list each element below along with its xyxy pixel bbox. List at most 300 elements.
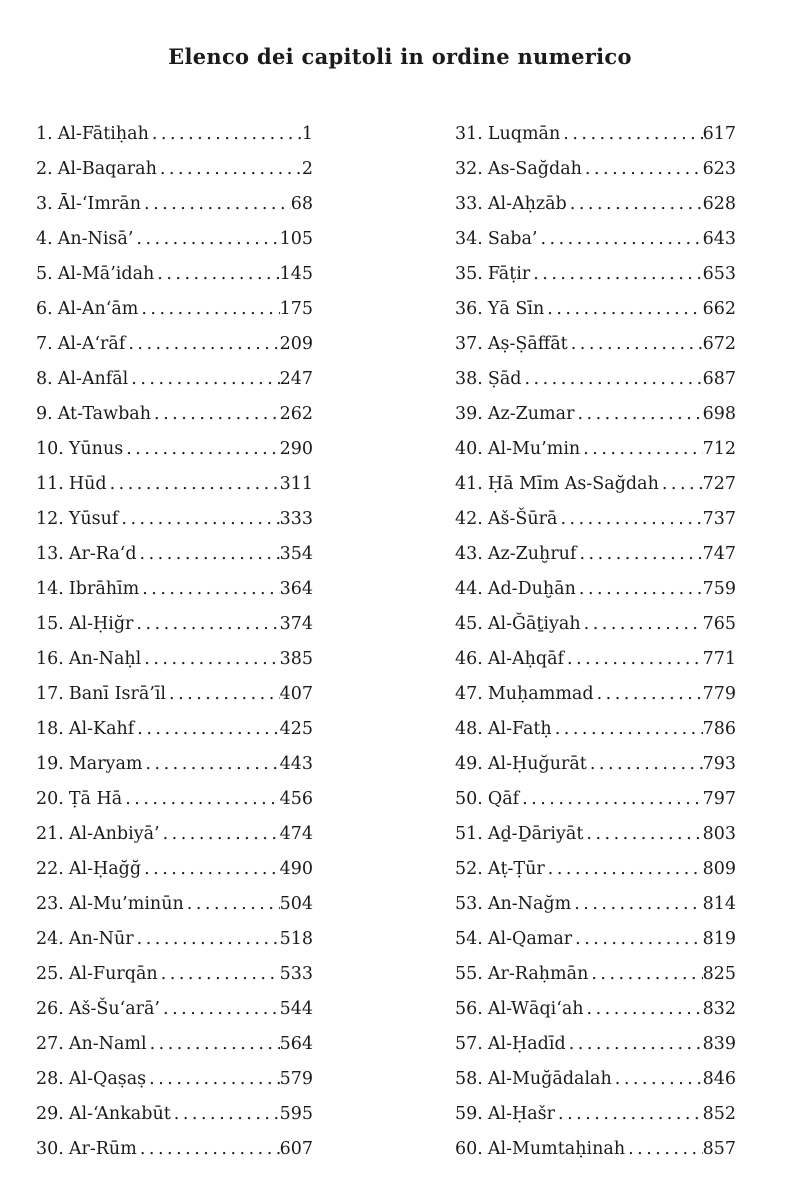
toc-entry xyxy=(455,789,736,824)
toc-entry xyxy=(455,334,736,369)
dot-leader xyxy=(140,544,280,564)
entry-page: 262 xyxy=(279,404,313,424)
toc-entry xyxy=(36,264,313,299)
entry-number: 53. xyxy=(455,894,483,914)
entry-page: 385 xyxy=(279,649,313,669)
entry-name: Al-Ḥiğr xyxy=(68,614,134,634)
entry-number: 35. xyxy=(455,264,483,284)
dot-leader xyxy=(140,1139,280,1159)
toc-entry xyxy=(36,124,313,159)
entry-number: 58. xyxy=(455,1069,483,1089)
dot-leader xyxy=(163,999,280,1019)
entry-number: 1. xyxy=(36,124,53,144)
entry-number: 51. xyxy=(455,824,483,844)
entry-number: 5. xyxy=(36,264,53,284)
entry-number: 54. xyxy=(455,929,483,949)
dot-leader xyxy=(567,649,703,669)
dot-leader xyxy=(585,159,703,179)
dot-leader xyxy=(126,439,279,459)
entry-name: Al-‘Ankabūt xyxy=(68,1104,171,1124)
toc-entry xyxy=(455,754,736,789)
entry-page: 727 xyxy=(702,474,736,494)
entry-name: Al-Qamar xyxy=(487,929,573,949)
toc-entry xyxy=(36,894,313,929)
dot-leader xyxy=(137,719,279,739)
entry-page: 747 xyxy=(702,544,736,564)
dot-leader xyxy=(169,684,280,704)
toc-entry xyxy=(455,264,736,299)
entry-number: 52. xyxy=(455,859,483,879)
dot-leader xyxy=(141,299,279,319)
entry-number: 15. xyxy=(36,614,64,634)
entry-number: 7. xyxy=(36,334,53,354)
toc-entry xyxy=(36,229,313,264)
entry-page: 607 xyxy=(279,1139,313,1159)
dot-leader xyxy=(160,159,302,179)
entry-number: 13. xyxy=(36,544,64,564)
entry-number: 38. xyxy=(455,369,483,389)
entry-number: 20. xyxy=(36,789,64,809)
toc-entry xyxy=(455,404,736,439)
entry-name: Al-Furqān xyxy=(68,964,158,984)
entry-page: 564 xyxy=(279,1034,313,1054)
dot-leader xyxy=(591,964,702,984)
entry-name: Aš-Šu‘arā’ xyxy=(68,999,160,1019)
toc-entry xyxy=(36,544,313,579)
entry-name: Aṣ-Ṣāffāt xyxy=(487,334,568,354)
dot-leader xyxy=(575,929,702,949)
entry-page: 1 xyxy=(301,124,313,144)
entry-page: 803 xyxy=(702,824,736,844)
entry-page: 533 xyxy=(279,964,313,984)
entry-name: An-Nisā’ xyxy=(57,229,134,249)
toc-entry xyxy=(36,404,313,439)
toc-column-left xyxy=(36,124,313,1174)
entry-page: 698 xyxy=(702,404,736,424)
toc-entry xyxy=(36,159,313,194)
toc-entry xyxy=(36,579,313,614)
entry-name: Al-Qaṣaṣ xyxy=(68,1069,147,1089)
entry-name: Al-Fatḥ xyxy=(487,719,552,739)
entry-number: 47. xyxy=(455,684,483,704)
entry-page: 68 xyxy=(290,194,313,214)
entry-page: 662 xyxy=(702,299,736,319)
entry-page: 779 xyxy=(702,684,736,704)
entry-number: 10. xyxy=(36,439,64,459)
entry-name: Yā Sīn xyxy=(487,299,545,319)
entry-page: 852 xyxy=(702,1104,736,1124)
dot-leader xyxy=(555,719,703,739)
toc-entry xyxy=(455,124,736,159)
dot-leader xyxy=(125,789,279,809)
toc-entry xyxy=(36,824,313,859)
toc-entry xyxy=(36,1034,313,1069)
entry-number: 8. xyxy=(36,369,53,389)
toc-entry xyxy=(36,474,313,509)
dot-leader xyxy=(570,194,703,214)
entry-number: 24. xyxy=(36,929,64,949)
entry-page: 407 xyxy=(279,684,313,704)
entry-page: 643 xyxy=(702,229,736,249)
entry-name: Aṭ-Ṭūr xyxy=(487,859,545,879)
dot-leader xyxy=(574,894,702,914)
toc-entry xyxy=(36,1069,313,1104)
entry-number: 19. xyxy=(36,754,64,774)
dot-leader xyxy=(154,404,280,424)
entry-number: 40. xyxy=(455,439,483,459)
entry-page: 504 xyxy=(279,894,313,914)
toc-entry xyxy=(36,1104,313,1139)
toc-entry xyxy=(455,859,736,894)
entry-name: Saba’ xyxy=(487,229,538,249)
entry-page: 2 xyxy=(301,159,313,179)
entry-number: 11. xyxy=(36,474,64,494)
toc-entry xyxy=(36,999,313,1034)
entry-page: 809 xyxy=(702,859,736,879)
entry-page: 814 xyxy=(702,894,736,914)
entry-number: 30. xyxy=(36,1139,64,1159)
entry-name: Luqmān xyxy=(487,124,561,144)
dot-leader xyxy=(533,264,702,284)
dot-leader xyxy=(128,334,279,354)
entry-name: Hūd xyxy=(68,474,107,494)
entry-name: Al-Ḥadīd xyxy=(487,1034,566,1054)
entry-number: 18. xyxy=(36,719,64,739)
entry-name: Al-Mumtaḥinah xyxy=(487,1139,626,1159)
entry-page: 456 xyxy=(279,789,313,809)
dot-leader xyxy=(121,509,279,529)
dot-leader xyxy=(615,1069,703,1089)
entry-number: 48. xyxy=(455,719,483,739)
entry-page: 771 xyxy=(702,649,736,669)
entry-number: 31. xyxy=(455,124,483,144)
entry-number: 43. xyxy=(455,544,483,564)
entry-name: Al-Ḥuğurāt xyxy=(487,754,587,774)
dot-leader xyxy=(145,754,279,774)
entry-page: 333 xyxy=(279,509,313,529)
entry-page: 209 xyxy=(279,334,313,354)
toc-entry xyxy=(455,964,736,999)
entry-page: 712 xyxy=(702,439,736,459)
toc-entry xyxy=(36,299,313,334)
entry-page: 544 xyxy=(279,999,313,1019)
dot-leader xyxy=(524,369,702,389)
entry-name: Az-Zuḫruf xyxy=(487,544,577,564)
entry-number: 22. xyxy=(36,859,64,879)
entry-page: 819 xyxy=(702,929,736,949)
entry-number: 12. xyxy=(36,509,64,529)
entry-page: 846 xyxy=(702,1069,736,1089)
entry-number: 57. xyxy=(455,1034,483,1054)
entry-name: Aḏ-Ḏāriyāt xyxy=(487,824,584,844)
entry-number: 44. xyxy=(455,579,483,599)
entry-name: An-Nağm xyxy=(487,894,572,914)
toc-entry xyxy=(455,299,736,334)
dot-leader xyxy=(563,124,702,144)
dot-leader xyxy=(161,964,280,984)
toc-entry xyxy=(455,229,736,264)
entry-number: 3. xyxy=(36,194,53,214)
entry-page: 490 xyxy=(279,859,313,879)
entry-name: Az-Zumar xyxy=(487,404,575,424)
entry-number: 32. xyxy=(455,159,483,179)
entry-name: Al-Kahf xyxy=(68,719,135,739)
entry-name: Yūsuf xyxy=(68,509,119,529)
entry-name: Al-Anfāl xyxy=(57,369,129,389)
entry-page: 786 xyxy=(702,719,736,739)
entry-page: 105 xyxy=(279,229,313,249)
entry-number: 25. xyxy=(36,964,64,984)
dot-leader xyxy=(144,859,280,879)
entry-page: 825 xyxy=(702,964,736,984)
toc-entry xyxy=(36,859,313,894)
dot-leader xyxy=(540,229,702,249)
entry-page: 474 xyxy=(279,824,313,844)
entry-name: Āl-‘Imrān xyxy=(57,194,141,214)
toc-entry xyxy=(36,369,313,404)
entry-page: 579 xyxy=(279,1069,313,1089)
entry-page: 832 xyxy=(702,999,736,1019)
entry-page: 759 xyxy=(702,579,736,599)
dot-leader xyxy=(547,299,702,319)
toc-entry xyxy=(455,194,736,229)
toc-entry xyxy=(455,509,736,544)
entry-page: 518 xyxy=(279,929,313,949)
dot-leader xyxy=(569,1034,703,1054)
toc-entry xyxy=(455,1034,736,1069)
entry-page: 354 xyxy=(279,544,313,564)
entry-name: Ḥā Mīm As-Sağdah xyxy=(487,474,659,494)
dot-leader xyxy=(586,824,702,844)
dot-leader xyxy=(579,579,703,599)
toc-entry xyxy=(455,369,736,404)
toc-entry xyxy=(36,334,313,369)
toc-entry xyxy=(455,579,736,614)
entry-page: 311 xyxy=(279,474,313,494)
entry-page: 364 xyxy=(279,579,313,599)
entry-number: 50. xyxy=(455,789,483,809)
entry-page: 793 xyxy=(702,754,736,774)
toc-entry xyxy=(455,1139,736,1174)
toc-entry xyxy=(36,964,313,999)
toc-entry xyxy=(455,159,736,194)
dot-leader xyxy=(137,929,280,949)
toc-entry xyxy=(455,824,736,859)
dot-leader xyxy=(110,474,280,494)
toc-entry xyxy=(36,1139,313,1174)
entry-page: 797 xyxy=(702,789,736,809)
entry-name: As-Sağdah xyxy=(487,159,582,179)
dot-leader xyxy=(144,649,279,669)
entry-name: Fāṭir xyxy=(487,264,531,284)
entry-number: 34. xyxy=(455,229,483,249)
entry-name: Al-Aḥzāb xyxy=(487,194,567,214)
toc-entry xyxy=(455,999,736,1034)
entry-name: Al-Ḥağğ xyxy=(68,859,142,879)
entry-name: Ad-Duḫān xyxy=(487,579,576,599)
entry-name: Al-Ğāṯiyah xyxy=(487,614,581,634)
dot-leader xyxy=(163,824,280,844)
toc-entry xyxy=(455,649,736,684)
entry-number: 49. xyxy=(455,754,483,774)
entry-name: Ṣād xyxy=(487,369,522,389)
entry-number: 28. xyxy=(36,1069,64,1089)
dot-leader xyxy=(131,369,279,389)
dot-leader xyxy=(628,1139,703,1159)
entry-number: 60. xyxy=(455,1139,483,1159)
page-title: Elenco dei capitoli in ordine numerico xyxy=(168,44,632,69)
entry-name: Al-Aḥqāf xyxy=(487,649,565,669)
entry-number: 45. xyxy=(455,614,483,634)
entry-page: 175 xyxy=(279,299,313,319)
toc-entry xyxy=(36,789,313,824)
entry-number: 29. xyxy=(36,1104,64,1124)
entry-name: Al-Baqarah xyxy=(57,159,157,179)
dot-leader xyxy=(577,404,702,424)
toc-entry xyxy=(36,509,313,544)
entry-page: 672 xyxy=(702,334,736,354)
dot-leader xyxy=(522,789,702,809)
entry-page: 290 xyxy=(279,439,313,459)
dot-leader xyxy=(597,684,703,704)
dot-leader xyxy=(144,194,291,214)
toc-columns xyxy=(36,124,736,1174)
entry-number: 4. xyxy=(36,229,53,249)
entry-name: Al-A‘rāf xyxy=(57,334,126,354)
dot-leader xyxy=(152,124,302,144)
toc-entry xyxy=(455,684,736,719)
entry-number: 41. xyxy=(455,474,483,494)
entry-page: 839 xyxy=(702,1034,736,1054)
toc-entry xyxy=(36,754,313,789)
entry-name: Ibrāhīm xyxy=(68,579,140,599)
toc-entry xyxy=(455,929,736,964)
entry-number: 55. xyxy=(455,964,483,984)
entry-name: An-Naml xyxy=(68,1034,147,1054)
entry-name: Ar-Ra‘d xyxy=(68,544,137,564)
entry-page: 857 xyxy=(702,1139,736,1159)
toc-entry xyxy=(455,1104,736,1139)
dot-leader xyxy=(587,999,703,1019)
entry-name: Al-Mu’minūn xyxy=(68,894,184,914)
entry-name: Ar-Rūm xyxy=(68,1139,137,1159)
toc-entry xyxy=(36,649,313,684)
entry-page: 443 xyxy=(279,754,313,774)
entry-page: 765 xyxy=(702,614,736,634)
dot-leader xyxy=(150,1034,280,1054)
dot-leader xyxy=(136,614,279,634)
entry-page: 247 xyxy=(279,369,313,389)
entry-number: 17. xyxy=(36,684,64,704)
dot-leader xyxy=(662,474,703,494)
dot-leader xyxy=(584,614,703,634)
entry-name: An-Naḥl xyxy=(68,649,142,669)
entry-name: Al-Fātiḥah xyxy=(57,124,149,144)
dot-leader xyxy=(548,859,703,879)
toc-column-right xyxy=(455,124,736,1174)
entry-page: 623 xyxy=(702,159,736,179)
entry-name: Maryam xyxy=(68,754,143,774)
dot-leader xyxy=(579,544,702,564)
entry-number: 33. xyxy=(455,194,483,214)
entry-page: 145 xyxy=(279,264,313,284)
entry-name: Muḥammad xyxy=(487,684,594,704)
entry-page: 628 xyxy=(702,194,736,214)
toc-entry xyxy=(455,544,736,579)
toc-entry xyxy=(36,929,313,964)
entry-number: 56. xyxy=(455,999,483,1019)
dot-leader xyxy=(149,1069,279,1089)
entry-name: Aš-Šūrā xyxy=(487,509,558,529)
toc-entry xyxy=(36,194,313,229)
entry-number: 46. xyxy=(455,649,483,669)
entry-page: 425 xyxy=(279,719,313,739)
entry-name: Al-Mu’min xyxy=(487,439,581,459)
dot-leader xyxy=(560,509,702,529)
toc-entry xyxy=(455,719,736,754)
entry-number: 36. xyxy=(455,299,483,319)
entry-page: 595 xyxy=(279,1104,313,1124)
entry-number: 16. xyxy=(36,649,64,669)
entry-page: 687 xyxy=(702,369,736,389)
entry-number: 39. xyxy=(455,404,483,424)
entry-name: Yūnus xyxy=(68,439,124,459)
entry-number: 37. xyxy=(455,334,483,354)
dot-leader xyxy=(174,1104,280,1124)
entry-name: Ar-Raḥmān xyxy=(487,964,589,984)
entry-number: 2. xyxy=(36,159,53,179)
entry-number: 9. xyxy=(36,404,53,424)
dot-leader xyxy=(571,334,703,354)
toc-entry xyxy=(455,894,736,929)
toc-entry xyxy=(455,439,736,474)
entry-number: 26. xyxy=(36,999,64,1019)
entry-name: An-Nūr xyxy=(68,929,134,949)
entry-name: Al-Anbiyā’ xyxy=(68,824,160,844)
entry-number: 23. xyxy=(36,894,64,914)
toc-entry xyxy=(455,474,736,509)
entry-name: Al-An‘ām xyxy=(57,299,139,319)
entry-number: 14. xyxy=(36,579,64,599)
toc-entry xyxy=(36,719,313,754)
toc-entry xyxy=(455,614,736,649)
entry-name: Al-Wāqi‘ah xyxy=(487,999,584,1019)
dot-leader xyxy=(157,264,279,284)
entry-number: 6. xyxy=(36,299,53,319)
entry-number: 21. xyxy=(36,824,64,844)
toc-entry xyxy=(36,439,313,474)
entry-name: Al-Mā’idah xyxy=(57,264,155,284)
dot-leader xyxy=(136,229,279,249)
entry-number: 59. xyxy=(455,1104,483,1124)
toc-entry xyxy=(455,1069,736,1104)
dot-leader xyxy=(590,754,703,774)
entry-name: Banī Isrā’īl xyxy=(68,684,167,704)
entry-number: 27. xyxy=(36,1034,64,1054)
toc-entry xyxy=(36,614,313,649)
entry-name: Al-Ḥašr xyxy=(487,1104,556,1124)
entry-name: At-Tawbah xyxy=(57,404,151,424)
entry-number: 42. xyxy=(455,509,483,529)
entry-name: Qāf xyxy=(487,789,520,809)
entry-page: 617 xyxy=(702,124,736,144)
dot-leader xyxy=(187,894,280,914)
entry-page: 653 xyxy=(702,264,736,284)
entry-page: 374 xyxy=(279,614,313,634)
entry-name: Al-Muğādalah xyxy=(487,1069,612,1089)
dot-leader xyxy=(583,439,702,459)
toc-entry xyxy=(36,684,313,719)
